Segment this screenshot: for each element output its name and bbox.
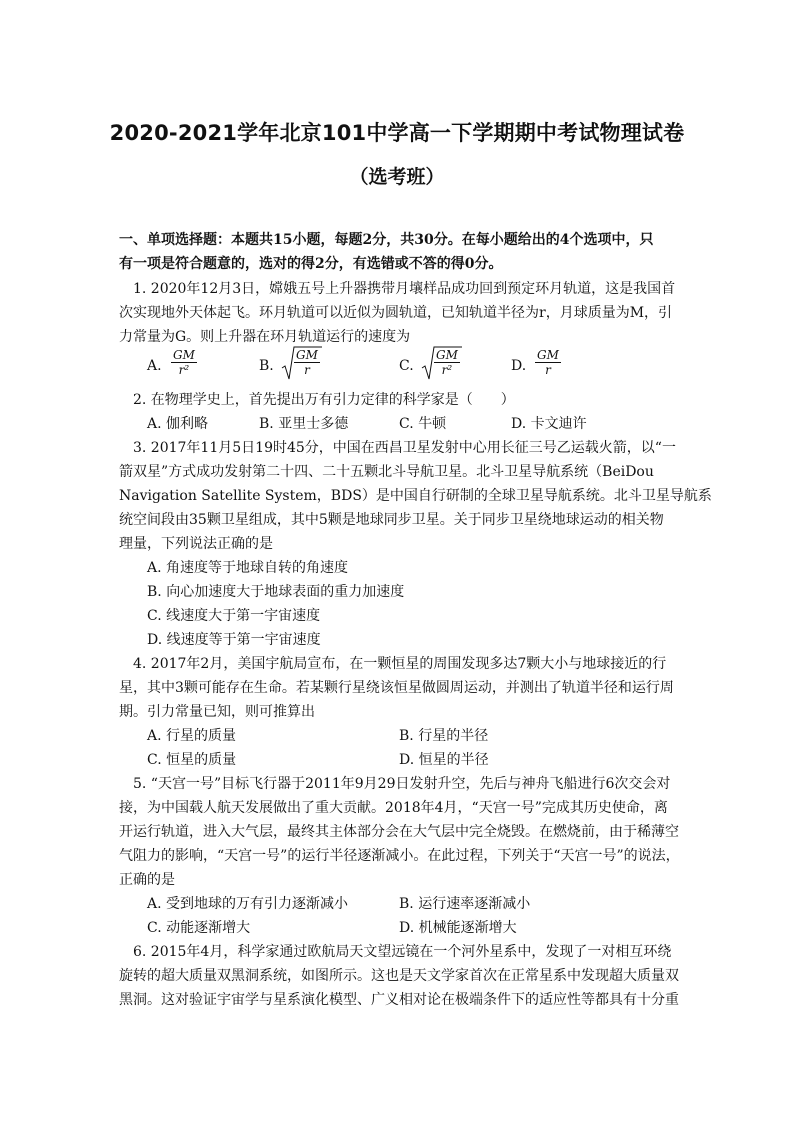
denominator: r²	[178, 363, 190, 377]
denominator: r	[304, 363, 310, 377]
q6-stem-line-1: 6. 2015年4月，科学家通过欧航局天文望远镜在一个河外星系中，发现了一对相互环绕	[133, 944, 672, 960]
q6-stem-line-2: 旋转的超大质量双黑洞系统，如图所示。这也是天文学家首次在正常星系中发现超大质量双	[119, 968, 679, 984]
q1-option-a-formula	[171, 348, 197, 377]
section-heading-line-1: 一、单项选择题：本题共15小题，每题2分，共30分。在每小题给出的4个选项中，只	[119, 232, 654, 248]
q5-option-c: C. 动能逐渐增大	[147, 920, 251, 936]
q6-stem-line-3: 黑洞。这对验证宇宙学与星系演化模型、广义相对论在极端条件下的适应性等都具有十分重	[119, 992, 679, 1008]
q2-stem: 2. 在物理学史上，首先提出万有引力定律的科学家是（ ）	[133, 392, 515, 408]
q5-option-d: D. 机械能逐渐增大	[399, 920, 517, 936]
q3-option-c: C. 线速度大于第一宇宙速度	[147, 608, 321, 624]
q5-option-b: B. 运行速率逐渐减小	[399, 896, 531, 912]
q5-stem-line-1: 5. “天宫一号”目标飞行器于2011年9月29日发射升空，先后与神舟飞船进行6次交会对	[133, 776, 671, 792]
q3-stem-line-5: 理量，下列说法正确的是	[119, 536, 273, 552]
q2-option-c: C. 牛顿	[399, 416, 447, 432]
q1-option-b-formula	[294, 348, 320, 377]
q3-option-d: D. 线速度等于第一宇宙速度	[147, 632, 321, 648]
denominator: r	[545, 363, 551, 377]
q2-option-b: B. 亚里士多德	[259, 416, 349, 432]
q1-stem-line-3: 力常量为G。则上升器在环月轨道运行的速度为	[119, 329, 411, 345]
q4-option-d: D. 恒星的半径	[399, 752, 489, 768]
q4-option-c: C. 恒星的质量	[147, 752, 237, 768]
numerator: GM	[537, 348, 559, 362]
q1-stem-line-2: 次实现地外天体起飞。环月轨道可以近似为圆轨道，已知轨道半径为r，月球质量为M，引	[119, 305, 673, 321]
q4-stem-line-1: 4. 2017年2月，美国宇航局宣布，在一颗恒星的周围发现多达7颗大小与地球接近的行	[133, 656, 667, 672]
q1-option-c-label: C.	[399, 358, 414, 374]
numerator: GM	[173, 348, 195, 362]
q5-option-a: A. 受到地球的万有引力逐渐减小	[147, 896, 349, 912]
numerator: GM	[436, 348, 458, 362]
q4-option-b: B. 行星的半径	[399, 728, 489, 744]
exam-title: 2020-2021学年北京101中学高一下学期期中考试物理试卷	[109, 121, 685, 145]
q5-stem-line-3: 开运行轨道，进入大气层，最终其主体部分会在大气层中完全烧毁。在燃烧前，由于稀薄空	[119, 824, 679, 840]
q1-option-a-label: A.	[147, 358, 162, 374]
q5-stem-line-4: 气阻力的影响，“天宫一号”的运行半径逐渐减小。在此过程，下列关于“天宫一号”的说法，	[119, 848, 680, 864]
q3-stem-line-2: 箭双星”方式成功发射第二十四、二十五颗北斗导航卫星。北斗卫星导航系统（BeiDou	[119, 464, 654, 480]
q1-option-b-radical	[282, 346, 322, 380]
q1-option-d-formula	[535, 348, 561, 377]
q5-stem-line-2: 接，为中国载人航天发展做出了重大贡献。2018年4月，“天宫一号”完成其历史使命，离	[119, 800, 668, 816]
q1-option-c-formula	[434, 348, 460, 377]
q3-stem-line-3: Navigation Satellite System，BDS）是中国自行研制的全球卫星导航系统。北斗卫星导航系	[119, 488, 712, 504]
exam-subtitle: （选考班）	[349, 166, 445, 188]
q1-option-b-label: B.	[259, 358, 274, 374]
q1-option-d-label: D.	[511, 358, 527, 374]
q3-option-b: B. 向心加速度大于地球表面的重力加速度	[147, 584, 405, 600]
q5-stem-line-5: 正确的是	[119, 872, 175, 888]
q2-option-d: D. 卡文迪许	[511, 416, 587, 432]
q1-stem-line-1: 1. 2020年12月3日，嫦娥五号上升器携带月壤样品成功回到预定环月轨道，这是我国首	[133, 281, 676, 297]
q1-option-c-radical	[422, 346, 462, 380]
numerator: GM	[296, 348, 318, 362]
q4-stem-line-2: 星，其中3颗可能存在生命。若某颗行星绕该恒星做圆周运动，并测出了轨道半径和运行周	[119, 680, 674, 696]
q3-stem-line-4: 统空间段由35颗卫星组成，其中5颗是地球同步卫星。关于同步卫星绕地球运动的相关物	[119, 512, 664, 528]
q3-option-a: A. 角速度等于地球自转的角速度	[147, 560, 349, 576]
q3-stem-line-1: 3. 2017年11月5日19时45分，中国在西昌卫星发射中心用长征三号乙运载火箭，以“一	[133, 440, 676, 456]
q2-option-a: A. 伽利略	[147, 416, 209, 432]
denominator: r²	[441, 363, 453, 377]
q4-stem-line-3: 期。引力常量已知，则可推算出	[119, 704, 315, 720]
q4-option-a: A. 行星的质量	[147, 728, 237, 744]
section-heading-line-2: 有一项是符合题意的，选对的得2分，有选错或不答的得0分。	[119, 256, 503, 272]
